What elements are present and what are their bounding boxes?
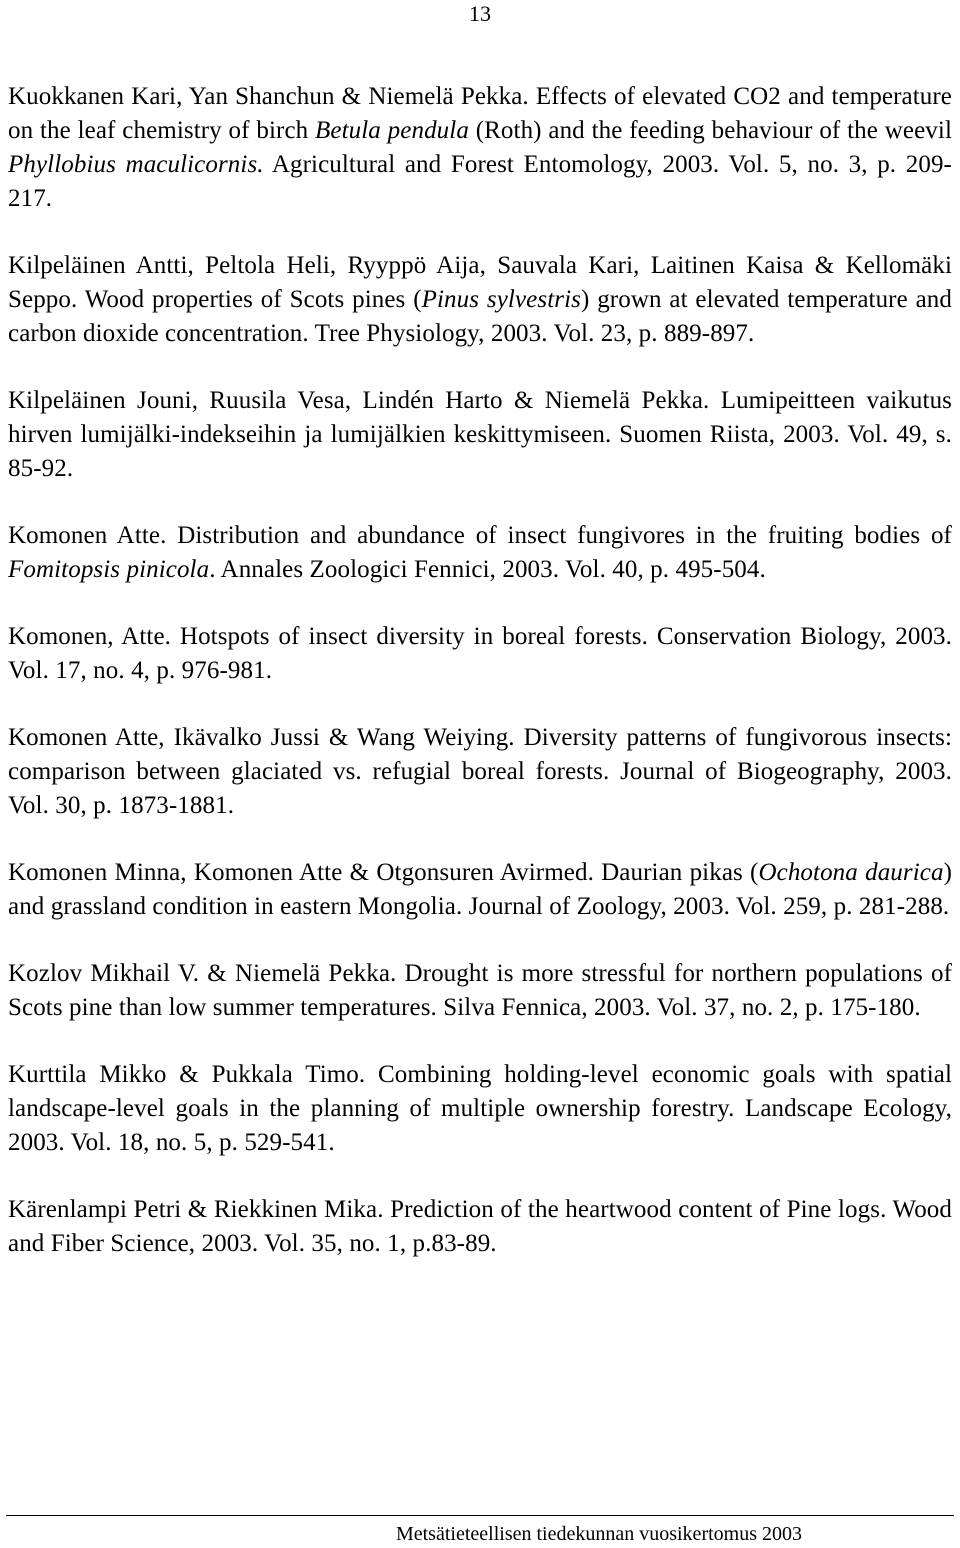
reference-text: Kurttila Mikko & Pukkala Timo. Combining holding-level economic goals with spatial landscape-level goals in the planning of multiple ownership forestry. Landscape Ecology, 2003. Vol. 18, no. 5, p. 529-541. (8, 1061, 952, 1156)
reference-entry (8, 721, 952, 823)
species-name: Phyllobius maculicornis. (8, 151, 264, 178)
reference-text: Komonen Atte. Distribution and abundance of insect fungivores in the fruiting bodies of (8, 522, 952, 549)
reference-text: Kuokkanen Kari, Yan Shanchun & Niemelä Pekka. Effects of elevated CO2 and temperature on the leaf chemistry of birch (8, 83, 952, 144)
reference-entry (8, 620, 952, 688)
reference-text: Kozlov Mikhail V. & Niemelä Pekka. Drought is more stressful for northern populations of Scots pine than low summer temperatures. Silva Fennica, 2003. Vol. 37, no. 2, p. 175-180. (8, 960, 952, 1021)
reference-text: Kilpeläinen Jouni, Ruusila Vesa, Lindén Harto & Niemelä Pekka. Lumipeitteen vaikutus hirven lumijälki-indekseihin ja lumijälkien keskittymiseen. Suomen Riista, 2003. Vol. 49, s. 85-92. (8, 387, 952, 482)
reference-entry (8, 80, 952, 216)
reference-list (8, 80, 952, 1294)
species-name: Pinus sylvestris (421, 286, 581, 313)
reference-text: Kärenlampi Petri & Riekkinen Mika. Prediction of the heartwood content of Pine logs. Wood and Fiber Science, 2003. Vol. 35, no. 1, p.83-89. (8, 1196, 952, 1257)
reference-entry (8, 384, 952, 486)
species-name: Betula pendula (315, 117, 469, 144)
reference-text: ) and grassland condition in eastern Mongolia. Journal of Zoology, 2003. Vol. 259, p. 281-288. (8, 859, 953, 920)
footer-divider (6, 1515, 954, 1516)
reference-text: Komonen, Atte. Hotspots of insect diversity in boreal forests. Conservation Biology, 2003. Vol. 17, no. 4, p. 976-981. (8, 623, 952, 684)
species-name: Ochotona daurica (758, 859, 944, 886)
reference-text: Komonen Atte, Ikävalko Jussi & Wang Weiying. Diversity patterns of fungivorous insects: comparison between glaciated vs. refugial boreal forests. Journal of Biogeography, 2003. Vol. 30, p. 1873-1881. (8, 724, 952, 819)
reference-entry (8, 249, 952, 351)
species-name: Fomitopsis pinicola (8, 556, 210, 583)
reference-text: Agricultural and Forest Entomology, 2003. Vol. 5, no. 3, p. 209-217. (8, 151, 952, 212)
reference-entry (8, 957, 952, 1025)
reference-text: Komonen Minna, Komonen Atte & Otgonsuren Avirmed. Daurian pikas ( (8, 859, 759, 886)
reference-entry (8, 1193, 952, 1261)
footer-title: Metsätieteellisen tiedekunnan vuosikertomus 2003 (395, 1523, 802, 1545)
reference-text: Kilpeläinen Antti, Peltola Heli, Ryyppö Aija, Sauvala Kari, Laitinen Kaisa & Kellomäki Seppo. Wood properties of Scots pines ( (8, 252, 952, 313)
reference-entry (8, 856, 952, 924)
reference-entry (8, 519, 952, 587)
reference-text: (Roth) and the feeding behaviour of the weevil (468, 117, 953, 144)
reference-text: . Annales Zoologici Fennici, 2003. Vol. 40, p. 495-504. (209, 556, 766, 583)
reference-entry (8, 1058, 952, 1160)
page-number: 13 (469, 1, 491, 26)
reference-text: ) grown at elevated temperature and carbon dioxide concentration. Tree Physiology, 2003. Vol. 23, p. 889-897. (8, 286, 953, 347)
